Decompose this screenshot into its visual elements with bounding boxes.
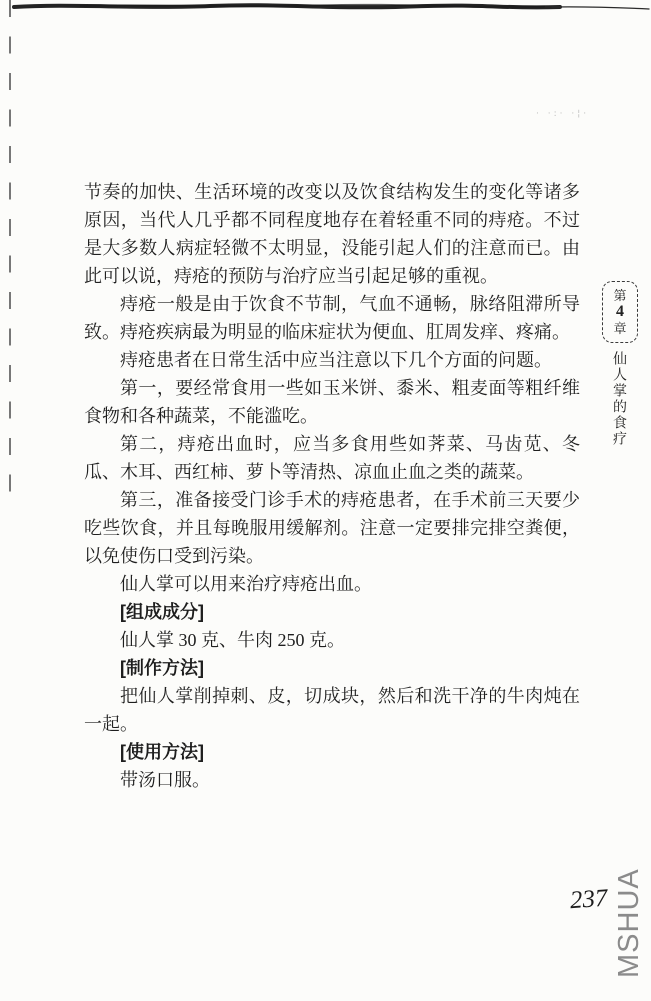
paragraph: [组成成分] [120,602,204,622]
paragraph: [使用方法] [120,742,204,762]
paragraph: 第三，准备接受门诊手术的痔疮患者，在手术前三天要少吃些饮食，并且每晚服用缓解剂。注意一定要排完排空粪便，以免使伤口受到污染。 [84,490,580,566]
paragraph: 仙人掌可以用来治疗痔疮出血。 [120,574,372,594]
page-body-text [84,178,580,794]
page-number: 237 [569,884,609,915]
header-faint-marks: · ·:· ·¦· [536,109,590,119]
paragraph: 把仙人掌削掉刺、皮，切成块，然后和洗干净的牛肉炖在一起。 [84,686,580,734]
paragraph: 第二，痔疮出血时，应当多食用些如荠菜、马齿苋、冬瓜、木耳、西红柿、萝卜等清热、凉血止血之类的蔬菜。 [84,434,580,482]
paragraph: 痔疮患者在日常生活中应当注意以下几个方面的问题。 [120,350,552,370]
chapter-badge-prefix: 第 [613,288,627,303]
paragraph: 带汤口服。 [120,770,210,790]
chapter-number: 4 [616,303,624,320]
chapter-title-vertical: 仙人掌的食疗 [611,351,626,447]
scan-artifact-left-dashes [9,0,11,508]
chapter-badge-suffix: 章 [613,321,627,336]
paragraph: 痔疮一般是由于饮食不节制，气血不通畅，脉络阻滞所导致。痔疮疾病最为明显的临床症状为便血、肛周发痒、疼痛。 [84,294,580,342]
chapter-badge [602,281,638,343]
paragraph: 节奏的加快、生活环境的改变以及饮食结构发生的变化等诸多原因，当代人几乎都不同程度地存在着轻重不同的痔疮。不过是大多数人病症轻微不太明显，没能引起人们的注意而已。由此可以说，痔疮的预防与治疗应当引起足够的重视。 [84,182,580,286]
scan-artifact-top-line [0,0,651,16]
watermark-mshua: MSHUA [613,868,645,978]
paragraph: [制作方法] [120,658,204,678]
paragraph: 第一，要经常食用一些如玉米饼、黍米、粗麦面等粗纤维食物和各种蔬菜，不能滥吃。 [84,378,580,426]
paragraph: 仙人掌 30 克、牛肉 250 克。 [120,630,345,650]
